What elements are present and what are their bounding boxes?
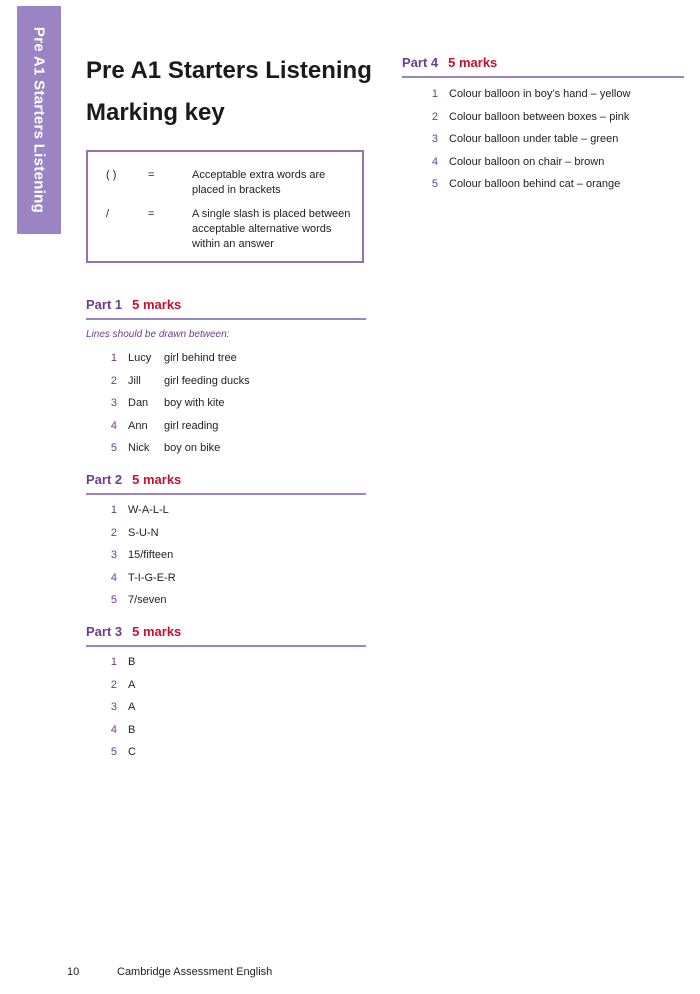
part-marks: 5 marks <box>132 297 182 312</box>
item-answer: A <box>128 678 136 691</box>
list-item <box>109 593 359 616</box>
item-description: girl reading <box>164 419 219 432</box>
item-answer: T-I-G-E-R <box>128 571 176 584</box>
page-number: 10 <box>67 966 80 978</box>
item-answer: Colour balloon between boxes – pink <box>449 110 630 123</box>
part1-instruction: Lines should be drawn between: <box>86 329 230 340</box>
list-item <box>430 155 690 178</box>
part2-list <box>109 503 359 616</box>
footer-organization: Cambridge Assessment English <box>117 966 273 978</box>
item-number: 2 <box>431 110 438 123</box>
key-equals: = <box>148 208 155 220</box>
list-item <box>430 110 690 133</box>
item-description: boy on bike <box>164 442 221 455</box>
list-item <box>109 503 359 526</box>
item-number: 3 <box>431 133 438 146</box>
item-answer: B <box>128 723 136 736</box>
item-description: girl feeding ducks <box>164 374 250 387</box>
part-marks: 5 marks <box>132 624 182 639</box>
item-number: 5 <box>110 442 117 455</box>
part-label: Part 4 <box>402 55 439 70</box>
list-item <box>430 177 690 200</box>
list-item <box>109 441 359 464</box>
item-answer: Colour balloon behind cat – orange <box>449 178 621 191</box>
item-name: Dan <box>128 397 149 410</box>
key-description: Acceptable extra words are placed in brackets <box>192 169 326 196</box>
part1-list <box>109 351 359 464</box>
item-answer: Colour balloon on chair – brown <box>449 155 605 168</box>
page-title <box>86 50 386 134</box>
list-item <box>109 374 359 397</box>
key-symbol: ( ) <box>106 169 117 181</box>
part3-heading <box>86 623 366 647</box>
part4-heading <box>402 54 684 78</box>
item-number: 1 <box>431 88 438 100</box>
item-name: Ann <box>128 419 148 432</box>
item-number: 3 <box>110 549 117 562</box>
item-number: 5 <box>110 746 117 759</box>
item-number: 3 <box>110 397 117 410</box>
part3-list <box>109 655 359 768</box>
item-name: Jill <box>128 374 141 387</box>
item-number: 1 <box>110 352 117 364</box>
key-equals: = <box>148 169 155 181</box>
part4-list <box>430 87 690 200</box>
side-tab-label: Pre A1 Starters Listening <box>30 26 48 214</box>
list-item <box>109 548 359 571</box>
item-answer: Colour balloon under table – green <box>449 133 619 146</box>
item-number: 3 <box>110 701 117 714</box>
list-item <box>109 655 359 678</box>
part-label: Part 1 <box>86 297 123 312</box>
part-marks: 5 marks <box>132 472 182 487</box>
list-item <box>109 678 359 701</box>
item-number: 1 <box>110 504 117 516</box>
marking-key-box <box>86 150 364 263</box>
item-answer: B <box>128 656 136 668</box>
part2-heading <box>86 471 366 495</box>
item-number: 2 <box>110 526 117 539</box>
list-item <box>109 526 359 549</box>
item-answer: W-A-L-L <box>128 504 169 516</box>
part-marks: 5 marks <box>448 55 498 70</box>
list-item <box>430 132 690 155</box>
item-name: Lucy <box>128 352 152 364</box>
item-description: girl behind tree <box>164 352 237 364</box>
item-number: 4 <box>110 571 117 584</box>
item-number: 5 <box>431 178 438 191</box>
part1-heading <box>86 296 366 320</box>
list-item <box>109 700 359 723</box>
item-answer: S-U-N <box>128 526 159 539</box>
item-number: 1 <box>110 656 117 668</box>
list-item <box>109 351 359 374</box>
list-item <box>109 745 359 768</box>
item-number: 4 <box>431 155 438 168</box>
part-label: Part 3 <box>86 624 123 639</box>
item-number: 4 <box>110 723 117 736</box>
item-answer: A <box>128 701 136 714</box>
side-tab <box>17 6 61 234</box>
list-item <box>109 396 359 419</box>
list-item <box>109 723 359 746</box>
item-answer: 15/fifteen <box>128 549 174 562</box>
item-answer: C <box>128 746 136 759</box>
list-item <box>109 419 359 442</box>
item-number: 5 <box>110 594 117 607</box>
item-answer: 7/seven <box>128 594 167 607</box>
key-description: A single slash is placed between acceptable alternative words within an answer <box>192 208 351 250</box>
item-number: 4 <box>110 419 117 432</box>
title-line-2: Marking key <box>86 99 225 126</box>
list-item <box>109 571 359 594</box>
item-number: 2 <box>110 374 117 387</box>
item-answer: Colour balloon in boy’s hand – yellow <box>449 88 631 100</box>
list-item <box>430 87 690 110</box>
item-description: boy with kite <box>164 397 225 410</box>
item-number: 2 <box>110 678 117 691</box>
item-name: Nick <box>128 442 150 455</box>
title-line-1: Pre A1 Starters Listening <box>86 57 372 84</box>
key-symbol: / <box>106 208 110 220</box>
part-label: Part 2 <box>86 472 123 487</box>
